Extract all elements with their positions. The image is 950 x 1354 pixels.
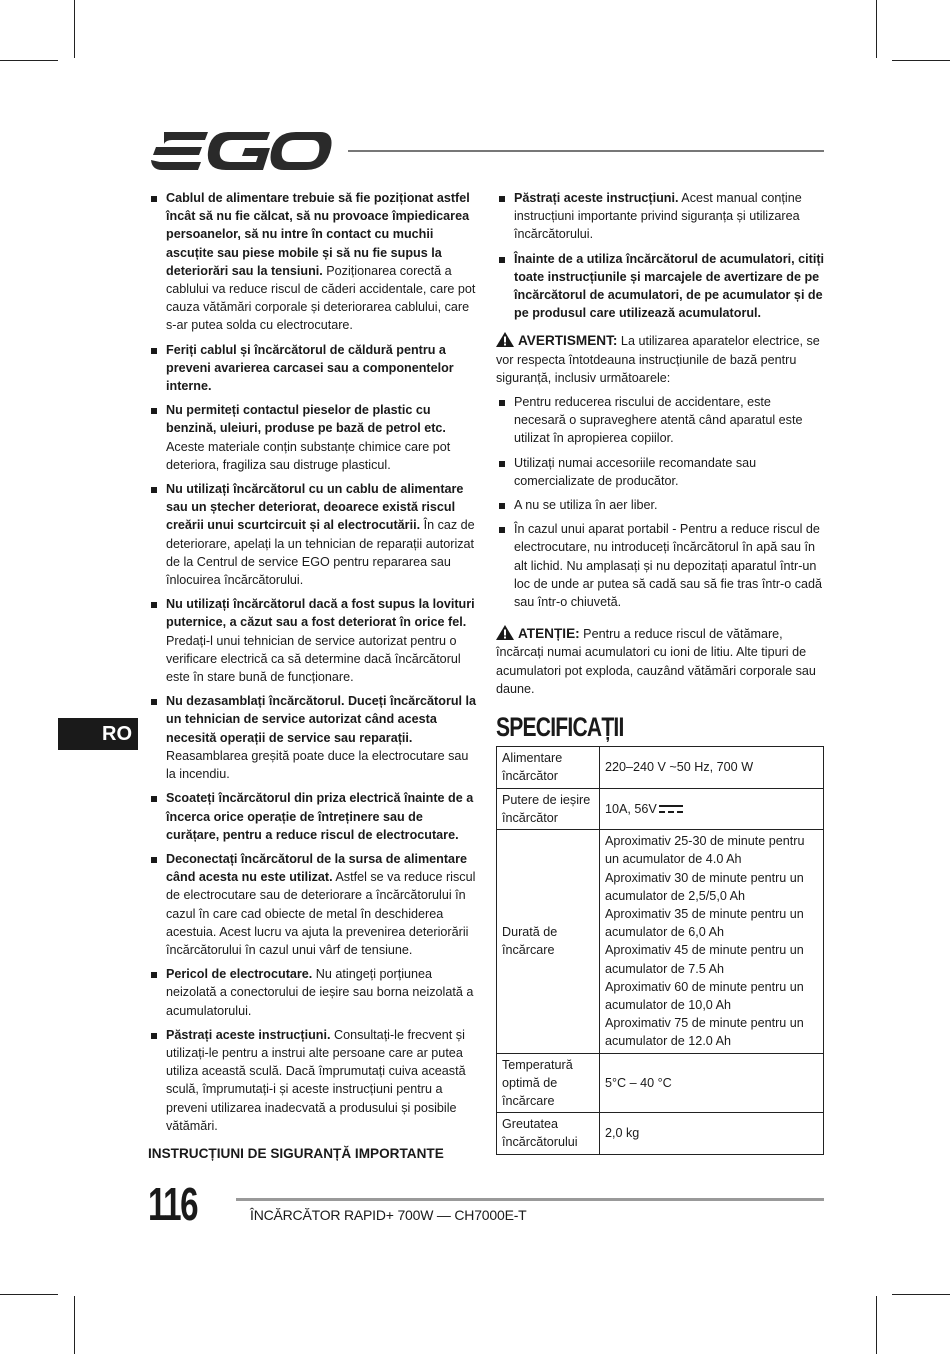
warning-icon <box>496 625 514 640</box>
caution-paragraph <box>496 625 826 698</box>
footer-rule <box>236 1198 824 1201</box>
table-row <box>497 788 824 829</box>
header-rule <box>348 150 824 152</box>
crop-mark <box>876 1296 877 1354</box>
charge-time-line: Aproximativ 45 de minute pentru un acumulator de 7.5 Ah <box>605 943 804 976</box>
table-cell-key: Durată de încărcare <box>497 830 600 1053</box>
footer-product-title: ÎNCĂRCĂTOR RAPID+ 700W — CH7000E-T <box>250 1207 527 1223</box>
warning-label: AVERTISMENT: <box>518 333 618 349</box>
list-item: Nu dezasamblați încărcătorul. Duceți încărcătorul la un tehnician de service autorizat când acesta necesită operații de service sau reparații. Reasamblarea greșită poate duce la electrocutare sau la incendiu. <box>148 692 478 783</box>
list-item: Cablul de alimentare trebuie să fie poziționat astfel încât să nu fie călcat, să nu provoace împiedicarea persoanelor, să nu intre în contact cu muchii ascuțite sau piese mobile și să nu fie supus la deteriorări sau la tensiuni. Poziționarea corectă a cablului va reduce riscul de căderi accidentale, care pot cauza vătămări corporale și deteriorarea cablului, care s-ar putea solda cu electrocutare. <box>148 189 478 335</box>
warning-text: La utilizarea aparatelor electrice, se vor respecta întotdeauna instrucțiunile de bază pentru siguranță, inclusiv următoarele: <box>496 334 820 385</box>
table-cell-value <box>600 830 824 1053</box>
list-item: Păstrați aceste instrucțiuni. Acest manual conține instrucțiuni importante privind siguranța și utilizarea încărcătorului. <box>496 189 826 244</box>
table-cell-value: 220–240 V ~50 Hz, 700 W <box>600 747 824 788</box>
table-cell-key: Putere de ieșire încărcător <box>497 788 600 829</box>
specifications-table <box>496 746 824 1154</box>
crop-mark <box>0 60 58 61</box>
caution-text: Pentru a reduce riscul de vătămare, încărcați numai acumulatori cu ioni de litiu. Alte tipuri de acumulatori pot exploda, cauzând vătămări corporale sau daune. <box>496 627 816 696</box>
charge-time-line: Aproximativ 60 de minute pentru un acumulator de 10,0 Ah <box>605 979 804 1012</box>
crop-mark <box>876 0 877 58</box>
right-column <box>496 189 826 1155</box>
list-item: Feriți cablul și încărcătorul de căldură pentru a preveni avarierea carcasei sau a componentelor interne. <box>148 341 478 396</box>
specifications-title: SPECIFICAȚII <box>496 712 624 743</box>
list-item: Deconectați încărcătorul de la sursa de alimentare când acesta nu este utilizat. Astfel se va reduce riscul de electrocutare sau de deteriorare a încărcătorului în cazul în care cad obiecte de metal în deschiderea acestuia. Acest lucru va ajuta la prevenirea deteriorării încărcătorului în cazul unui vârf de tensiune. <box>148 850 478 959</box>
list-item: Utilizați numai accesoriile recomandate sau comercializate de producător. <box>496 454 826 490</box>
warning-icon <box>496 332 514 347</box>
caution-label: ATENȚIE: <box>518 626 580 642</box>
list-item: Păstrați aceste instrucțiuni. Consultați-le frecvent și utilizați-le pentru a instrui alte persoane care ar putea utiliza această sculă. Dacă împrumutați cuiva această sculă, împrumutați-i și aceste instrucțiuni pentru a preveni utilizarea inadecvată a produsului și posibile vătămări. <box>148 1026 478 1135</box>
ego-logo <box>150 130 332 172</box>
crop-mark <box>74 0 75 58</box>
charge-time-line: Aproximativ 35 de minute pentru un acumulator de 6,0 Ah <box>605 906 804 940</box>
charge-time-line: Aproximativ 25-30 de minute pentru un acumulator de 4.0 Ah <box>605 834 805 867</box>
table-cell-value: 5°C – 40 °C <box>600 1053 824 1113</box>
table-cell-value: 2,0 kg <box>600 1113 824 1154</box>
left-column <box>148 189 478 1163</box>
table-cell-key: Temperatură optimă de încărcare <box>497 1053 600 1113</box>
charge-time-line: Aproximativ 75 de minute pentru un acumulator de 12.0 Ah <box>605 1016 804 1049</box>
dc-symbol-icon <box>659 804 683 814</box>
right-bullet-list-mid <box>496 393 826 611</box>
list-item: În cazul unui aparat portabil - Pentru a reduce riscul de electrocutare, nu introduceți încărcătorul în apă sau în alt lichid. Nu amplasați și nu depozitați aparatul într-un loc de unde ar putea să cadă sau să fie tras într-o cadă sau într-o chiuvetă. <box>496 520 826 611</box>
table-row <box>497 747 824 788</box>
table-cell-key: Alimentare încărcător <box>497 747 600 788</box>
table-row <box>497 1113 824 1154</box>
list-item: Pericol de electrocutare. Nu atingeți porțiunea neizolată a conectorului de ieșire sau borna neizolată a acumulatorului. <box>148 965 478 1020</box>
right-bullet-list-top <box>496 189 826 322</box>
logo-text: EGO <box>150 130 153 131</box>
table-cell-key: Greutatea încărcătorului <box>497 1113 600 1154</box>
table-cell-value <box>600 788 824 829</box>
crop-mark <box>0 1294 58 1295</box>
crop-mark <box>74 1296 75 1354</box>
list-item: A nu se utiliza în aer liber. <box>496 496 826 514</box>
table-row <box>497 1053 824 1113</box>
crop-mark <box>892 1294 950 1295</box>
output-value: 10A, 56V <box>605 801 657 816</box>
table-row <box>497 830 824 1053</box>
crop-mark <box>892 60 950 61</box>
list-item: Nu permiteți contactul pieselor de plastic cu benzină, uleiuri, produse pe bază de petrol etc. Aceste materiale conțin substanțe chimice care pot deteriora, fragiliza sau distruge plasticul. <box>148 401 478 474</box>
list-item: Nu utilizați încărcătorul cu un cablu de alimentare sau un ștecher deteriorat, deoarece există riscul creării unui scurtcircuit și al electrocutării. În caz de deteriorare, apelați la un tehnician de reparații autorizat de la Centrul de service EGO pentru repararea sau înlocuirea încărcătorului. <box>148 480 478 589</box>
language-tab: RO <box>58 718 138 750</box>
page-number: 116 <box>148 1178 198 1230</box>
left-bullet-list <box>148 189 478 1135</box>
list-item: Pentru reducerea riscului de accidentare, este necesară o supraveghere atentă când aparatul este utilizat în apropierea copiilor. <box>496 393 826 448</box>
section-heading: INSTRUCȚIUNI DE SIGURANȚĂ IMPORTANTE <box>148 1145 444 1161</box>
list-item: Nu utilizați încărcătorul dacă a fost supus la lovituri puternice, a căzut sau a fost deteriorat în orice fel. Predați-l unui tehnician de service autorizat pentru o verificare electrică ca să determine dacă încărcătorul este în stare bună de funcționare. <box>148 595 478 686</box>
warning-paragraph <box>496 332 826 387</box>
charge-time-line: Aproximativ 30 de minute pentru un acumulator de 2,5/5,0 Ah <box>605 870 804 903</box>
list-item: Scoateți încărcătorul din priza electrică înainte de a încerca orice operație de întreținere sau de curățare, pentru a reduce riscul de electrocutare. <box>148 789 478 844</box>
list-item: Înainte de a utiliza încărcătorul de acumulatori, citiți toate instrucțiunile și marcajele de avertizare de pe încărcătorul de acumulatori, de pe acumulator și de pe produsul care utilizează acumulatorul. <box>496 250 826 323</box>
